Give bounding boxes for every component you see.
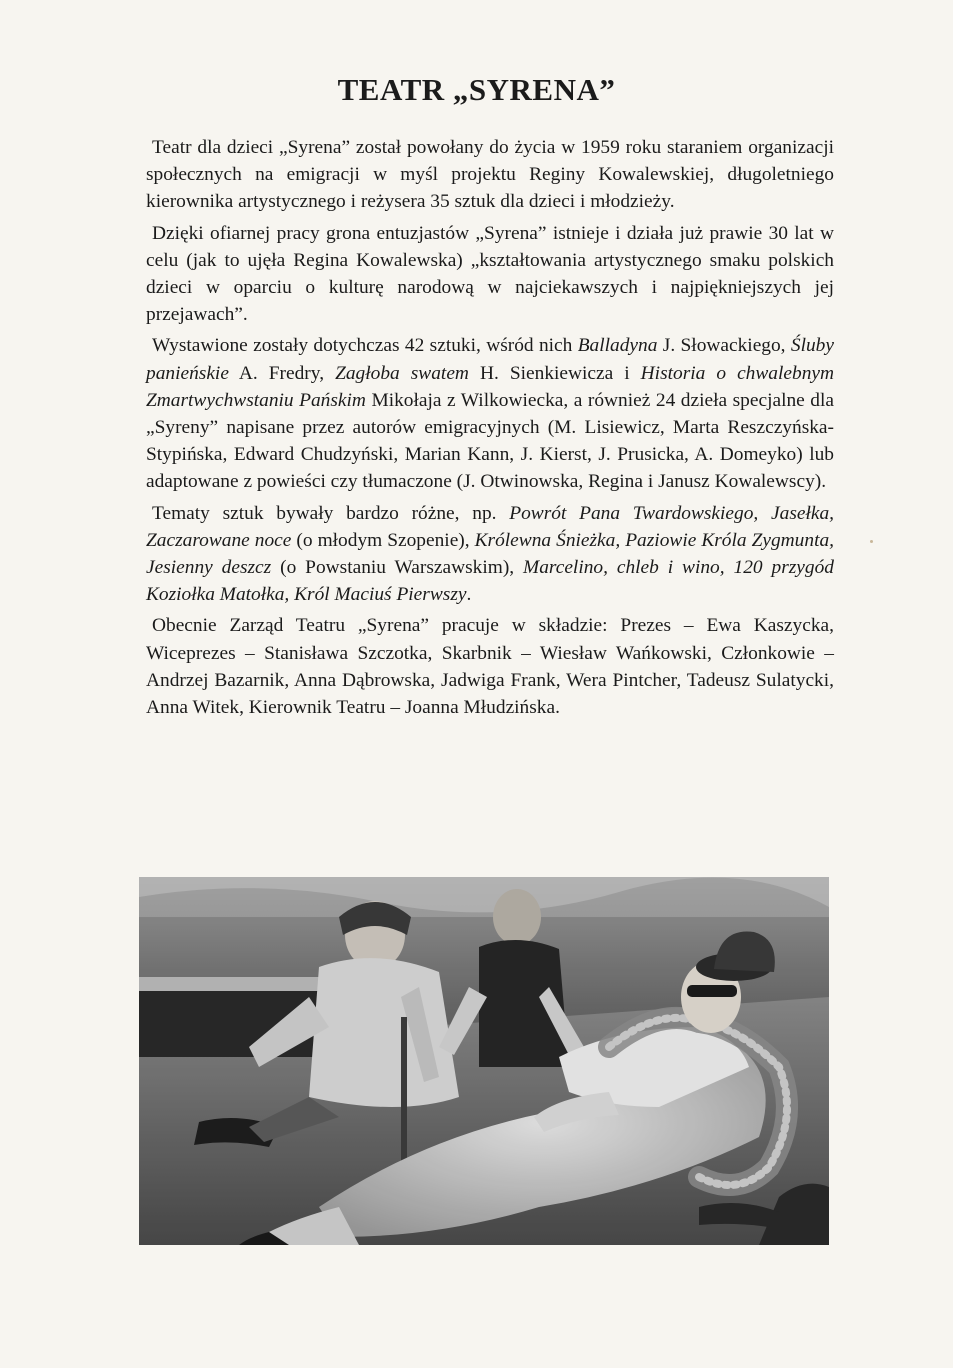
article-body	[146, 134, 834, 725]
text-segment: Dzięki ofiarnej pracy grona entuzjastów „Syrena” istnieje i działa już prawie 30 lat w celu (jak to ujęła Regina Kowalewska) „kształtowania artystycznego smaku polskich dzieci w oparciu o kulturę narodową w najciekawszych i najpiękniejszych jej przejawach”.	[146, 222, 834, 326]
play-title: Powrót Pana Twardowskiego, Jasełka, Zaczarowane noce	[146, 502, 835, 551]
text-segment: H. Sienkiewicza i	[468, 362, 641, 384]
play-title: Marcelino, chleb i wino, 120 przygód Koziołka Matołka, Król Maciuś Pierwszy	[146, 557, 834, 606]
play-title: Królewna Śnieżka, Paziowie Króla Zygmunta, Jesienny deszcz	[146, 529, 834, 579]
play-title: Balladyna	[577, 335, 658, 357]
stage-photo-illustration	[139, 877, 829, 1245]
play-title: Śluby panieńskie	[146, 335, 834, 384]
text-segment: .	[466, 584, 472, 606]
paragraph-repertoire	[146, 332, 834, 495]
page-title: TEATR „SYRENA”	[337, 72, 616, 107]
text-segment: Teatr dla dzieci „Syrena” został powołany do życia w 1959 roku staraniem organizacji społecznych na emigracji w myśl projektu Reginy Kowalewskiej, długoletniego kierownika artystycznego i reżysera 35 sztuk dla dzieci i młodzieży.	[146, 137, 834, 213]
play-title: Historia o chwalebnym Zmartwychwstaniu Pańskim	[146, 362, 834, 411]
paragraph-founding	[146, 134, 834, 216]
text-segment: Tematy sztuk bywały bardzo różne, np.	[152, 502, 510, 524]
text-segment: J. Słowackiego,	[657, 335, 791, 357]
text-segment: (o Powstaniu Warszawskim),	[271, 557, 524, 579]
text-segment: Wystawione zostały dotychczas 42 sztuki, wśród nich	[152, 335, 578, 357]
paragraph-themes	[146, 500, 834, 609]
text-segment: A. Fredry,	[228, 362, 336, 384]
paragraph-mission	[146, 220, 834, 329]
text-segment: (o młodym Szopenie),	[291, 529, 475, 551]
paragraph-board	[146, 612, 834, 721]
text-segment: Mikołaja z Wilkowiecka, a również 24 dzieła specjalne dla „Syreny” napisane przez autorów emigracyjnych (M. Lisiewicz, Marta Reszczyńska-Stypińska, Edward Chudzyński, Marian Kann, J. Kierst, J. Prusicka, A. Domeyko) lub adaptowane z powieści czy tłumaczone (J. Otwinowska, Regina i Janusz Kowalewscy).	[146, 389, 834, 493]
play-title: Zagłoba swatem	[335, 362, 469, 384]
text-segment: Obecnie Zarząd Teatru „Syrena” pracuje w składzie: Prezes – Ewa Kaszycka, Wiceprezes – Stanisława Szczotka, Skarbnik – Wiesław Wańkowski, Członkowie – Andrzej Bazarnik, Anna Dąbrowska, Jadwiga Frank, Wera Pintcher, Tadeusz Sulatycki, Anna Witek, Kierownik Teatru – Joanna Młudzińska.	[146, 615, 834, 719]
paper-speck	[870, 540, 873, 543]
stage-photo	[139, 877, 829, 1245]
